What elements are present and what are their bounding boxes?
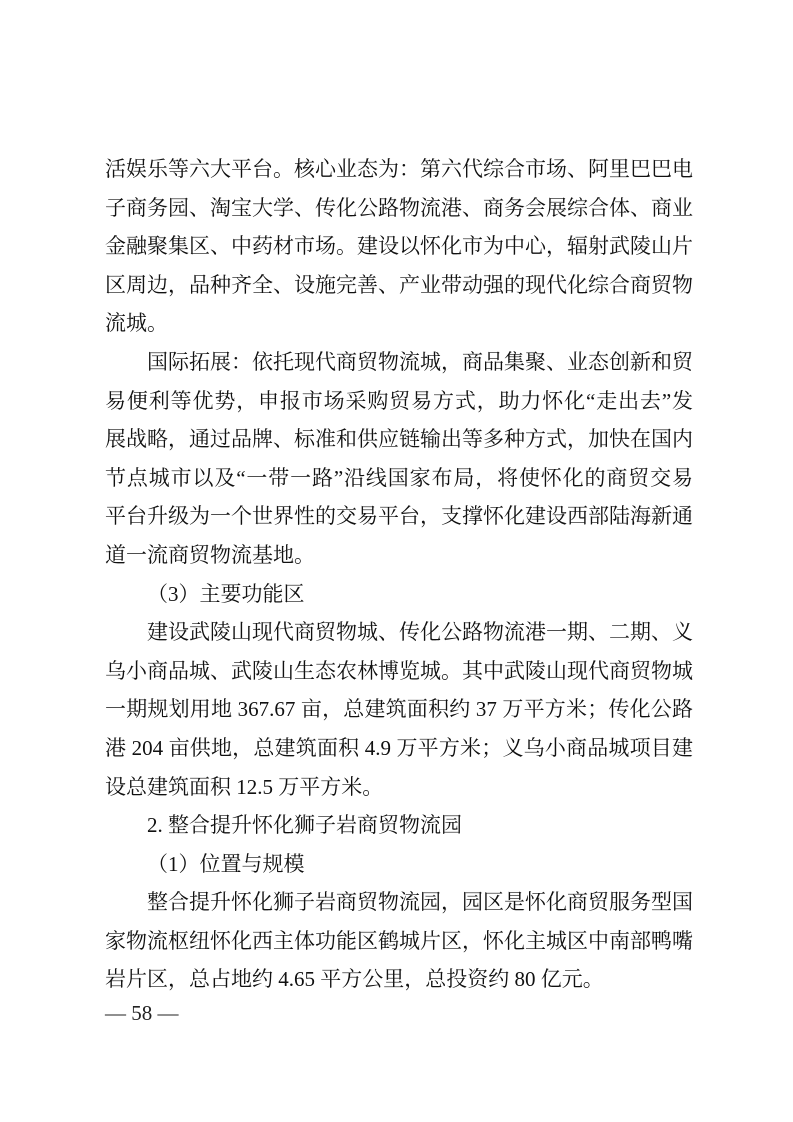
text-line: 乌小商品城、武陵山生态农林博览城。其中武陵山现代商贸物城	[105, 658, 693, 683]
text-line: 展战略，通过品牌、标准和供应链输出等多种方式，加快在国内	[105, 427, 693, 452]
text-line: 整合提升怀化狮子岩商贸物流园，园区是怀化商贸服务型国	[147, 890, 693, 915]
text-line: 区周边，品种齐全、设施完善、产业带动强的现代化综合商贸物	[105, 272, 693, 297]
text-line: 平台升级为一个世界性的交易平台，支撑怀化建设西部陆海新通	[105, 504, 693, 529]
section-heading: 2. 整合提升怀化狮子岩商贸物流园	[147, 813, 462, 838]
text-line: 易便利等优势，申报市场采购贸易方式，助力怀化“走出去”发	[105, 388, 693, 413]
text-line: 国际拓展：依托现代商贸物流城，商品集聚、业态创新和贸	[147, 349, 693, 374]
text-line: 子商务园、淘宝大学、传化公路物流港、商务会展综合体、商业	[105, 195, 693, 220]
text-line: 流城。	[105, 311, 168, 336]
text-line: 岩片区，总占地约 4.65 平方公里，总投资约 80 亿元。	[105, 967, 604, 992]
text-line: 家物流枢纽怀化西主体功能区鹤城片区，怀化主城区中南部鸭嘴	[105, 928, 693, 953]
text-line: 节点城市以及“一带一路”沿线国家布局，将使怀化的商贸交易	[105, 465, 693, 490]
text-line: 道一流商贸物流基地。	[105, 542, 315, 567]
text-line: 一期规划用地 367.67 亩，总建筑面积约 37 万平方米；传化公路	[105, 697, 693, 722]
section-heading: （3）主要功能区	[147, 581, 305, 606]
text-line: 金融聚集区、中药材市场。建设以怀化市为中心，辐射武陵山片	[105, 234, 693, 259]
page-body-text	[105, 150, 693, 999]
page-number-footer: — 58 —	[105, 1001, 179, 1025]
text-line: 港 204 亩供地，总建筑面积 4.9 万平方米；义乌小商品城项目建	[105, 735, 693, 760]
section-heading: （1）位置与规模	[147, 851, 305, 876]
text-line: 活娱乐等六大平台。核心业态为：第六代综合市场、阿里巴巴电	[105, 157, 693, 181]
text-line: 设总建筑面积 12.5 万平方米。	[105, 774, 384, 799]
text-line: 建设武陵山现代商贸物城、传化公路物流港一期、二期、义	[147, 620, 693, 645]
